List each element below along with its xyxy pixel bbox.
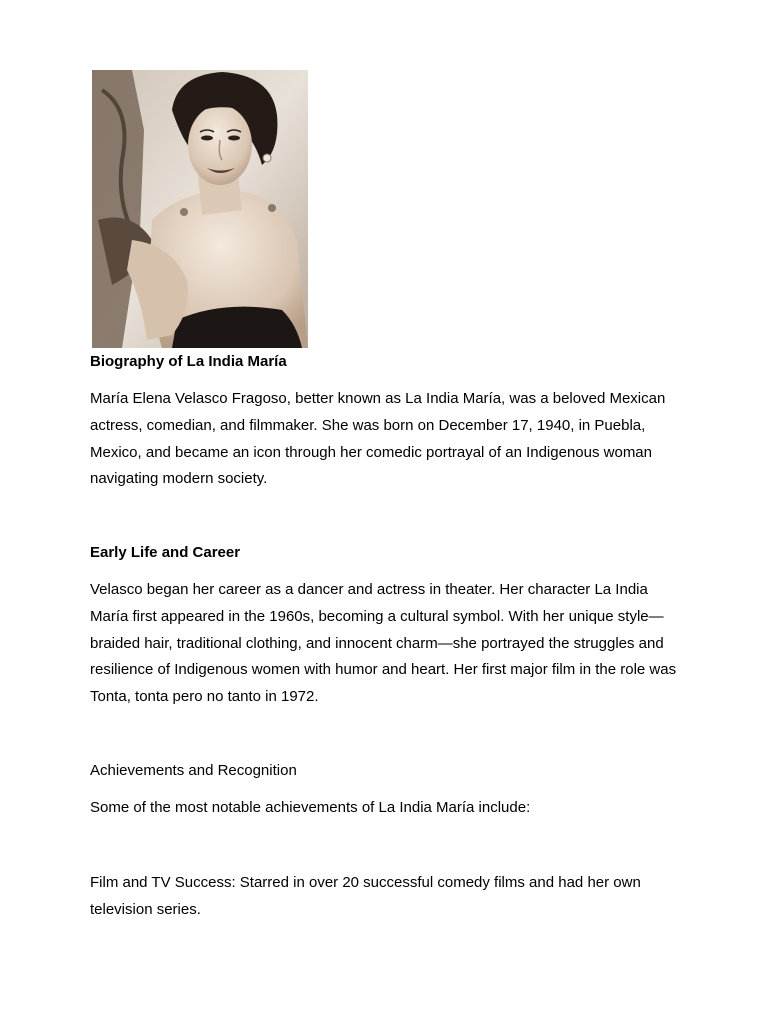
portrait-photo: [92, 70, 308, 348]
early-life-paragraph: Velasco began her career as a dancer and actress in theater. Her character La India María first appeared in the 1960s, becoming a cultural symbol. With her unique style—braided hair, traditional clothing, and innocent charm—she portrayed the struggles and resilience of Indigenous women with humor and heart. Her first major film in the role was Tonta, tonta pero no tanto in 1972.: [90, 581, 677, 706]
section-heading-early-life: Early Life and Career: [90, 544, 241, 561]
achievements-paragraph: Some of the most notable achievements of La India María include:: [90, 799, 531, 816]
section-heading-achievements: Achievements and Recognition: [90, 762, 297, 779]
document-title: Biography of La India María: [90, 353, 287, 370]
intro-paragraph: María Elena Velasco Fragoso, better known as La India María, was a beloved Mexican actress, comedian, and filmmaker. She was born on December 17, 1940, in Puebla, Mexico, and became an icon through her comedic portrayal of an Indigenous woman navigating modern society.: [90, 390, 666, 488]
list-item: Film and TV Success: Starred in over 20 successful comedy films and had her own television series.: [90, 874, 641, 918]
